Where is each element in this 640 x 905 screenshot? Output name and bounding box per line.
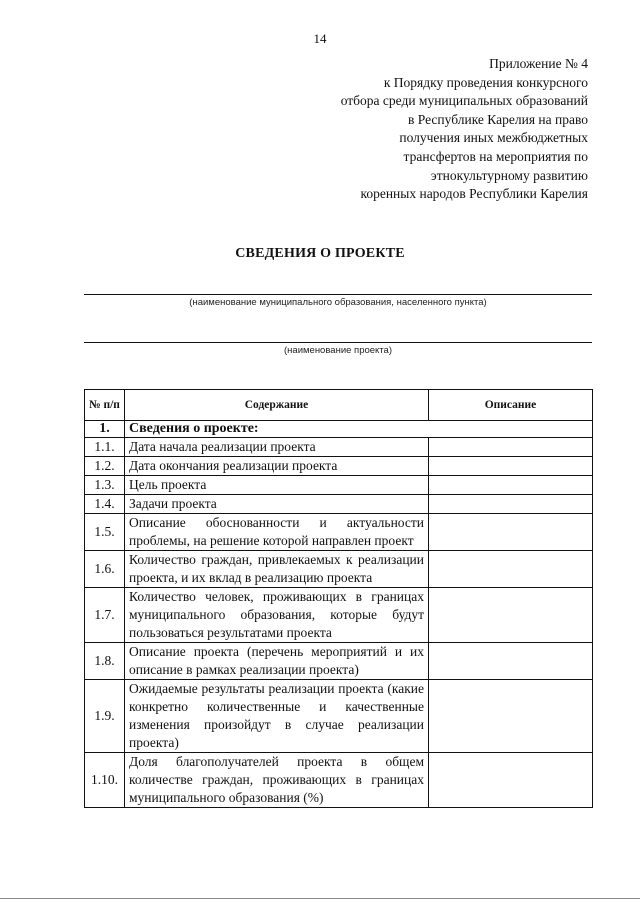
appendix-line: трансфертов на мероприятия по: [403, 148, 588, 164]
row-description-cell[interactable]: [429, 551, 593, 588]
header-num: № п/п: [85, 390, 125, 421]
table-row: [85, 551, 593, 588]
project-name-fill-line[interactable]: [84, 342, 592, 343]
row-description-cell[interactable]: [429, 643, 593, 680]
table-row: [85, 514, 593, 551]
row-num: 1.2.: [85, 457, 125, 476]
table-row: [85, 753, 593, 808]
row-description-cell[interactable]: [429, 476, 593, 495]
table-row: [85, 457, 593, 476]
appendix-line: отбора среди муниципальных образований: [340, 93, 588, 109]
project-name-caption: (наименование проекта): [284, 345, 392, 356]
table-row: [85, 680, 593, 753]
row-content: Цель проекта: [125, 476, 429, 495]
document-title: СВЕДЕНИЯ О ПРОЕКТЕ: [235, 246, 405, 261]
municipality-fill-line[interactable]: [84, 294, 592, 295]
row-num: 1.4.: [85, 495, 125, 514]
section-num: 1.: [85, 421, 125, 438]
appendix-line: Приложение № 4: [489, 56, 588, 71]
row-num: 1.10.: [85, 753, 125, 808]
table-row: [85, 643, 593, 680]
row-description-cell[interactable]: [429, 457, 593, 476]
row-content: Ожидаемые результаты реализации проекта (какие конкретно количественные и качественные изменения произойдут в случае реализации проекта): [125, 680, 429, 753]
row-num: 1.5.: [85, 514, 125, 551]
row-content: Дата начала реализации проекта: [125, 438, 429, 457]
appendix-line: этнокультурному развитию: [430, 167, 588, 183]
header-content: Содержание: [125, 390, 429, 421]
municipality-caption: (наименование муниципального образования, населенного пункта): [189, 297, 487, 308]
appendix-line: к Порядку проведения конкурсного: [383, 74, 588, 90]
row-description-cell[interactable]: [429, 438, 593, 457]
row-content: Дата окончания реализации проекта: [125, 457, 429, 476]
table-row: [85, 588, 593, 643]
page-number: 14: [313, 31, 327, 46]
table-row: [85, 438, 593, 457]
row-content: Описание проекта (перечень мероприятий и их описание в рамках реализации проекта): [125, 643, 429, 680]
project-info-table: [84, 389, 593, 808]
row-num: 1.1.: [85, 438, 125, 457]
appendix-line: получения иных межбюджетных: [399, 130, 588, 146]
row-content: Количество человек, проживающих в границах муниципального образования, которые будут пользоваться результатами проекта: [125, 588, 429, 643]
row-num: 1.9.: [85, 680, 125, 753]
section-row: [85, 421, 593, 438]
row-description-cell[interactable]: [429, 588, 593, 643]
row-description-cell[interactable]: [429, 514, 593, 551]
row-content: Задачи проекта: [125, 495, 429, 514]
table-row: [85, 476, 593, 495]
header-description: Описание: [429, 390, 593, 421]
row-num: 1.3.: [85, 476, 125, 495]
table-header-row: [85, 390, 593, 421]
row-description-cell[interactable]: [429, 495, 593, 514]
row-content: Количество граждан, привлекаемых к реализации проекта, и их вклад в реализацию проекта: [125, 551, 429, 588]
section-label: Сведения о проекте:: [125, 421, 593, 438]
row-description-cell[interactable]: [429, 753, 593, 808]
appendix-line: в Республике Карелия на право: [408, 111, 588, 127]
appendix-line: коренных народов Республики Карелия: [360, 186, 588, 202]
row-content: Доля благополучателей проекта в общем количестве граждан, проживающих в границах муниципального образования (%): [125, 753, 429, 808]
table-row: [85, 495, 593, 514]
row-description-cell[interactable]: [429, 680, 593, 753]
appendix-header: [341, 55, 588, 204]
row-num: 1.6.: [85, 551, 125, 588]
row-content: Описание обоснованности и актуальности проблемы, на решение которой направлен проект: [125, 514, 429, 551]
row-num: 1.7.: [85, 588, 125, 643]
page-bottom-divider: [0, 898, 640, 899]
row-num: 1.8.: [85, 643, 125, 680]
